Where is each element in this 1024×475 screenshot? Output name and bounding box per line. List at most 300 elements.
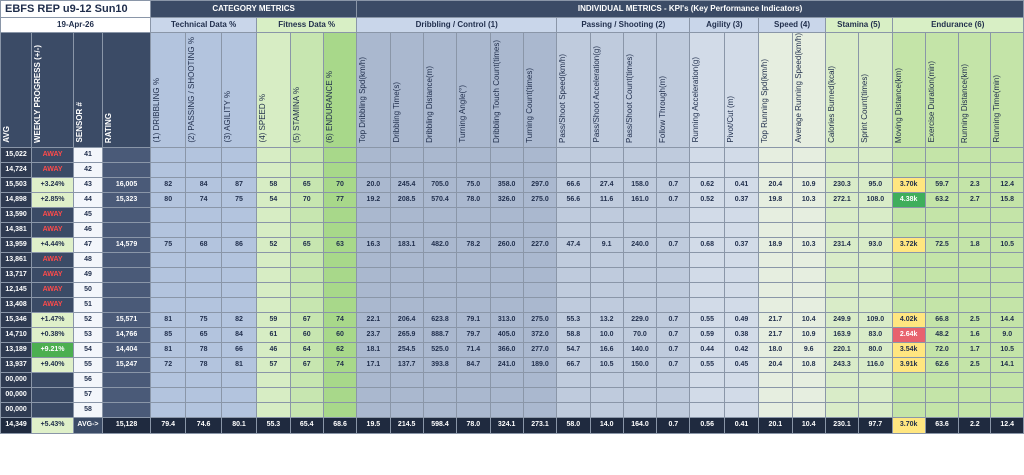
- value-cell: [423, 372, 456, 387]
- kpi-column-header-6: [523, 33, 556, 148]
- value-cell: [257, 222, 290, 237]
- column-header-label: WEEKLY PROGRESS (+/-): [33, 44, 43, 143]
- progress-cell: AWAY: [32, 282, 74, 297]
- column-header-label: Follow Through(m): [658, 75, 668, 143]
- value-cell: 77: [323, 192, 356, 207]
- table-row: [1, 357, 1024, 372]
- value-cell: [925, 387, 958, 402]
- passing-pct-column-header: [186, 33, 221, 148]
- value-cell: 10.5: [991, 237, 1024, 252]
- value-cell: [221, 207, 256, 222]
- value-cell: [623, 252, 656, 267]
- value-cell: [390, 162, 423, 177]
- sensor-cell: 49: [73, 267, 102, 282]
- value-cell: [257, 282, 290, 297]
- value-cell: [557, 222, 590, 237]
- value-cell: [357, 147, 390, 162]
- value-cell: [590, 387, 623, 402]
- value-cell: [186, 252, 221, 267]
- footer-value-cell: 19.5: [357, 417, 390, 433]
- value-cell: 18.1: [357, 342, 390, 357]
- table-row: [1, 207, 1024, 222]
- rating-cell: [103, 252, 151, 267]
- value-cell: [357, 162, 390, 177]
- value-cell: [290, 402, 323, 417]
- value-cell: [892, 222, 925, 237]
- value-cell: 265.9: [390, 327, 423, 342]
- value-cell: 1.6: [959, 327, 991, 342]
- value-cell: [186, 222, 221, 237]
- value-cell: [357, 222, 390, 237]
- value-cell: [490, 402, 523, 417]
- kpi-column-header-1: [357, 33, 390, 148]
- value-cell: [825, 387, 858, 402]
- value-cell: 21.7: [759, 312, 792, 327]
- value-cell: [759, 267, 792, 282]
- rating-column-header: [103, 33, 151, 148]
- avg-cell: 14,898: [1, 192, 32, 207]
- value-cell: 150.0: [623, 357, 656, 372]
- value-cell: [623, 267, 656, 282]
- value-cell: 0.7: [657, 312, 690, 327]
- value-cell: [257, 252, 290, 267]
- value-cell: [357, 282, 390, 297]
- value-cell: [457, 282, 490, 297]
- sensor-cell: 54: [73, 342, 102, 357]
- avg-column-header: [1, 33, 32, 148]
- value-cell: 158.0: [623, 177, 656, 192]
- value-cell: [457, 252, 490, 267]
- value-cell: [657, 297, 690, 312]
- value-cell: 623.8: [423, 312, 456, 327]
- value-cell: [186, 387, 221, 402]
- table-row: [1, 342, 1024, 357]
- rating-cell: 15,571: [103, 312, 151, 327]
- sensor-cell: 43: [73, 177, 102, 192]
- kpi-column-header-2: [390, 33, 423, 148]
- value-cell: 14.4: [991, 312, 1024, 327]
- value-cell: 2.5: [959, 312, 991, 327]
- value-cell: [724, 267, 758, 282]
- value-cell: 393.8: [423, 357, 456, 372]
- value-cell: [724, 222, 758, 237]
- column-header-label: Average Running Speed(km/h): [793, 33, 803, 143]
- value-cell: [186, 147, 221, 162]
- rating-cell: [103, 162, 151, 177]
- endurance-group-header: Endurance (6): [892, 18, 1023, 33]
- value-cell: [959, 207, 991, 222]
- value-cell: [221, 147, 256, 162]
- column-header-label: Running Time(min): [992, 75, 1002, 143]
- value-cell: [390, 252, 423, 267]
- value-cell: 230.3: [825, 177, 858, 192]
- value-cell: 72.0: [925, 342, 958, 357]
- footer-value-cell: 3.70k: [892, 417, 925, 433]
- value-cell: [792, 372, 825, 387]
- value-cell: [892, 402, 925, 417]
- value-cell: 78.2: [457, 237, 490, 252]
- progress-cell: AWAY: [32, 267, 74, 282]
- value-cell: [151, 297, 186, 312]
- column-header-label: Pass/Shoot Count(times): [624, 53, 634, 143]
- value-cell: [892, 297, 925, 312]
- value-cell: [825, 147, 858, 162]
- value-cell: [257, 372, 290, 387]
- value-cell: [423, 387, 456, 402]
- rating-cell: [103, 222, 151, 237]
- value-cell: 326.0: [490, 192, 523, 207]
- rating-cell: [103, 297, 151, 312]
- value-cell: [825, 252, 858, 267]
- table-row: [1, 372, 1024, 387]
- value-cell: [323, 372, 356, 387]
- value-cell: [825, 282, 858, 297]
- value-cell: [590, 147, 623, 162]
- value-cell: 220.1: [825, 342, 858, 357]
- value-cell: 27.4: [590, 177, 623, 192]
- value-cell: [959, 387, 991, 402]
- rating-cell: 15,247: [103, 357, 151, 372]
- speed-group-header: Speed (4): [759, 18, 826, 33]
- column-header-label: Pass/Shoot Acceleration(g): [591, 46, 601, 143]
- value-cell: [523, 402, 556, 417]
- value-cell: 74: [323, 312, 356, 327]
- value-cell: 46: [257, 342, 290, 357]
- value-cell: [323, 297, 356, 312]
- value-cell: 10.9: [792, 327, 825, 342]
- value-cell: [792, 402, 825, 417]
- progress-cell: +1.47%: [32, 312, 74, 327]
- progress-cell: +0.38%: [32, 327, 74, 342]
- value-cell: [557, 387, 590, 402]
- value-cell: 275.0: [523, 192, 556, 207]
- value-cell: [423, 222, 456, 237]
- value-cell: 86: [221, 237, 256, 252]
- value-cell: [390, 387, 423, 402]
- value-cell: 72: [151, 357, 186, 372]
- value-cell: [457, 402, 490, 417]
- value-cell: [623, 372, 656, 387]
- avg-cell: 13,861: [1, 252, 32, 267]
- value-cell: 2.5: [959, 357, 991, 372]
- value-cell: [724, 372, 758, 387]
- value-cell: 275.0: [523, 312, 556, 327]
- avg-cell: 12,145: [1, 282, 32, 297]
- value-cell: [457, 267, 490, 282]
- value-cell: [290, 282, 323, 297]
- footer-value-cell: 68.6: [323, 417, 356, 433]
- individual-metrics-header: INDIVIDUAL METRICS - KPI's (Key Performance Indicators): [357, 1, 1024, 18]
- progress-cell: +9.40%: [32, 357, 74, 372]
- value-cell: 78.0: [457, 192, 490, 207]
- value-cell: 63.2: [925, 192, 958, 207]
- column-header-label: Dribbling Distance(m): [424, 65, 434, 143]
- value-cell: [623, 147, 656, 162]
- technical-data-header: Technical Data %: [151, 18, 257, 33]
- value-cell: [991, 207, 1024, 222]
- value-cell: [991, 282, 1024, 297]
- sensor-cell: 51: [73, 297, 102, 312]
- value-cell: 20.0: [357, 177, 390, 192]
- value-cell: 84: [221, 327, 256, 342]
- value-cell: [290, 207, 323, 222]
- value-cell: [623, 402, 656, 417]
- value-cell: 12.4: [991, 177, 1024, 192]
- value-cell: 14.1: [991, 357, 1024, 372]
- value-cell: [423, 297, 456, 312]
- value-cell: [690, 222, 724, 237]
- value-cell: 570.4: [423, 192, 456, 207]
- value-cell: [892, 282, 925, 297]
- value-cell: [221, 372, 256, 387]
- value-cell: 3.91k: [892, 357, 925, 372]
- value-cell: 79.7: [457, 327, 490, 342]
- stamina-pct-column-header: [290, 33, 323, 148]
- value-cell: [657, 282, 690, 297]
- value-cell: 0.68: [690, 237, 724, 252]
- footer-value-cell: 10.4: [792, 417, 825, 433]
- footer-value-cell: 598.4: [423, 417, 456, 433]
- value-cell: 0.49: [724, 312, 758, 327]
- column-header-label: Pass/Shoot Speed(km/h): [558, 53, 568, 143]
- sensor-cell: 53: [73, 327, 102, 342]
- value-cell: [991, 267, 1024, 282]
- value-cell: 241.0: [490, 357, 523, 372]
- value-cell: [825, 207, 858, 222]
- footer-value-cell: 214.5: [390, 417, 423, 433]
- value-cell: [557, 402, 590, 417]
- report-date: 19-Apr-26: [1, 18, 151, 33]
- value-cell: [590, 207, 623, 222]
- value-cell: 62.6: [925, 357, 958, 372]
- kpi-column-header-7: [557, 33, 590, 148]
- value-cell: 10.5: [991, 342, 1024, 357]
- value-cell: 22.1: [357, 312, 390, 327]
- avg-cell: 15,022: [1, 147, 32, 162]
- footer-progress-cell: +5.43%: [32, 417, 74, 433]
- footer-rating-cell: 15,128: [103, 417, 151, 433]
- value-cell: [657, 402, 690, 417]
- value-cell: [759, 282, 792, 297]
- value-cell: [724, 207, 758, 222]
- value-cell: [290, 222, 323, 237]
- kpi-column-header-13: [759, 33, 792, 148]
- value-cell: [590, 372, 623, 387]
- value-cell: [490, 372, 523, 387]
- value-cell: 482.0: [423, 237, 456, 252]
- value-cell: 245.4: [390, 177, 423, 192]
- value-cell: [390, 222, 423, 237]
- value-cell: 10.0: [590, 327, 623, 342]
- value-cell: 206.4: [390, 312, 423, 327]
- value-cell: [457, 222, 490, 237]
- value-cell: 0.7: [657, 342, 690, 357]
- value-cell: [657, 147, 690, 162]
- kpi-column-header-5: [490, 33, 523, 148]
- sensor-cell: 56: [73, 372, 102, 387]
- value-cell: [690, 297, 724, 312]
- value-cell: [859, 252, 892, 267]
- value-cell: [457, 147, 490, 162]
- value-cell: 21.7: [759, 327, 792, 342]
- value-cell: [390, 267, 423, 282]
- table-row: [1, 177, 1024, 192]
- value-cell: 74: [186, 192, 221, 207]
- avg-cell: 15,346: [1, 312, 32, 327]
- value-cell: 81: [151, 312, 186, 327]
- value-cell: 227.0: [523, 237, 556, 252]
- column-header-label: (4) SPEED %: [258, 94, 268, 143]
- value-cell: [221, 297, 256, 312]
- value-cell: 0.7: [657, 192, 690, 207]
- value-cell: [457, 162, 490, 177]
- value-cell: [991, 387, 1024, 402]
- value-cell: 66: [221, 342, 256, 357]
- value-cell: [323, 207, 356, 222]
- value-cell: 18.0: [759, 342, 792, 357]
- column-header-label: Calories Burned(kcal): [826, 65, 836, 143]
- value-cell: [759, 402, 792, 417]
- value-cell: [457, 372, 490, 387]
- value-cell: [151, 402, 186, 417]
- dribbling-group-header: Dribbling / Control (1): [357, 18, 557, 33]
- value-cell: [859, 207, 892, 222]
- value-cell: [792, 297, 825, 312]
- value-cell: [991, 252, 1024, 267]
- value-cell: 137.7: [390, 357, 423, 372]
- value-cell: 81: [151, 342, 186, 357]
- value-cell: 0.55: [690, 357, 724, 372]
- sensor-cell: 45: [73, 207, 102, 222]
- value-cell: 10.5: [590, 357, 623, 372]
- value-cell: 2.3: [959, 177, 991, 192]
- value-cell: 84: [186, 177, 221, 192]
- table-row: [1, 162, 1024, 177]
- value-cell: 0.7: [657, 327, 690, 342]
- value-cell: 243.3: [825, 357, 858, 372]
- value-cell: [892, 267, 925, 282]
- value-cell: [724, 387, 758, 402]
- table-row: [1, 387, 1024, 402]
- column-header-label: (1) DRIBBLING %: [152, 78, 161, 143]
- value-cell: [825, 297, 858, 312]
- value-cell: 70: [323, 177, 356, 192]
- value-cell: [657, 222, 690, 237]
- value-cell: 358.0: [490, 177, 523, 192]
- value-cell: 56.6: [557, 192, 590, 207]
- value-cell: [859, 372, 892, 387]
- value-cell: 277.0: [523, 342, 556, 357]
- avg-cell: 13,717: [1, 267, 32, 282]
- value-cell: 4.02k: [892, 312, 925, 327]
- value-cell: [959, 297, 991, 312]
- value-cell: [257, 387, 290, 402]
- value-cell: 95.0: [859, 177, 892, 192]
- footer-value-cell: 58.0: [557, 417, 590, 433]
- value-cell: 84.7: [457, 357, 490, 372]
- value-cell: [959, 402, 991, 417]
- column-header-label: AVG: [2, 125, 11, 143]
- value-cell: [657, 267, 690, 282]
- value-cell: [151, 372, 186, 387]
- avg-cell: 14,710: [1, 327, 32, 342]
- value-cell: [959, 372, 991, 387]
- value-cell: 888.7: [423, 327, 456, 342]
- table-row: [1, 192, 1024, 207]
- value-cell: [390, 297, 423, 312]
- value-cell: 183.1: [390, 237, 423, 252]
- value-cell: [323, 252, 356, 267]
- value-cell: [151, 252, 186, 267]
- sensor-cell: 47: [73, 237, 102, 252]
- value-cell: 20.4: [759, 357, 792, 372]
- table-row: [1, 267, 1024, 282]
- value-cell: [925, 267, 958, 282]
- value-cell: 70: [290, 192, 323, 207]
- value-cell: [257, 147, 290, 162]
- value-cell: 79.1: [457, 312, 490, 327]
- column-header-label: SENSOR #: [74, 102, 84, 143]
- value-cell: 0.37: [724, 237, 758, 252]
- value-cell: [257, 402, 290, 417]
- value-cell: 78: [186, 342, 221, 357]
- value-cell: [959, 147, 991, 162]
- value-cell: 82: [221, 312, 256, 327]
- value-cell: 75.0: [457, 177, 490, 192]
- sensor-cell: 41: [73, 147, 102, 162]
- value-cell: 189.0: [523, 357, 556, 372]
- value-cell: 10.3: [792, 192, 825, 207]
- value-cell: [390, 372, 423, 387]
- value-cell: [557, 372, 590, 387]
- value-cell: [323, 267, 356, 282]
- value-cell: [792, 267, 825, 282]
- value-cell: [523, 297, 556, 312]
- value-cell: [859, 402, 892, 417]
- value-cell: 9.0: [991, 327, 1024, 342]
- value-cell: 10.3: [792, 237, 825, 252]
- kpi-column-header-15: [825, 33, 858, 148]
- progress-cell: AWAY: [32, 252, 74, 267]
- value-cell: 313.0: [490, 312, 523, 327]
- value-cell: [959, 282, 991, 297]
- value-cell: [323, 402, 356, 417]
- value-cell: [186, 207, 221, 222]
- footer-value-cell: 273.1: [523, 417, 556, 433]
- value-cell: [690, 267, 724, 282]
- sensor-cell: 42: [73, 162, 102, 177]
- kpi-column-header-12: [724, 33, 758, 148]
- value-cell: 54: [257, 192, 290, 207]
- value-cell: [186, 402, 221, 417]
- value-cell: [357, 267, 390, 282]
- rating-cell: [103, 402, 151, 417]
- value-cell: 2.7: [959, 192, 991, 207]
- value-cell: [991, 147, 1024, 162]
- value-cell: [290, 297, 323, 312]
- value-cell: 66.6: [557, 177, 590, 192]
- value-cell: [323, 222, 356, 237]
- value-cell: [557, 267, 590, 282]
- value-cell: [759, 162, 792, 177]
- value-cell: [390, 147, 423, 162]
- value-cell: [925, 297, 958, 312]
- passing-group-header: Passing / Shooting (2): [557, 18, 690, 33]
- footer-value-cell: 79.4: [151, 417, 186, 433]
- value-cell: 208.5: [390, 192, 423, 207]
- value-cell: [590, 162, 623, 177]
- value-cell: [423, 252, 456, 267]
